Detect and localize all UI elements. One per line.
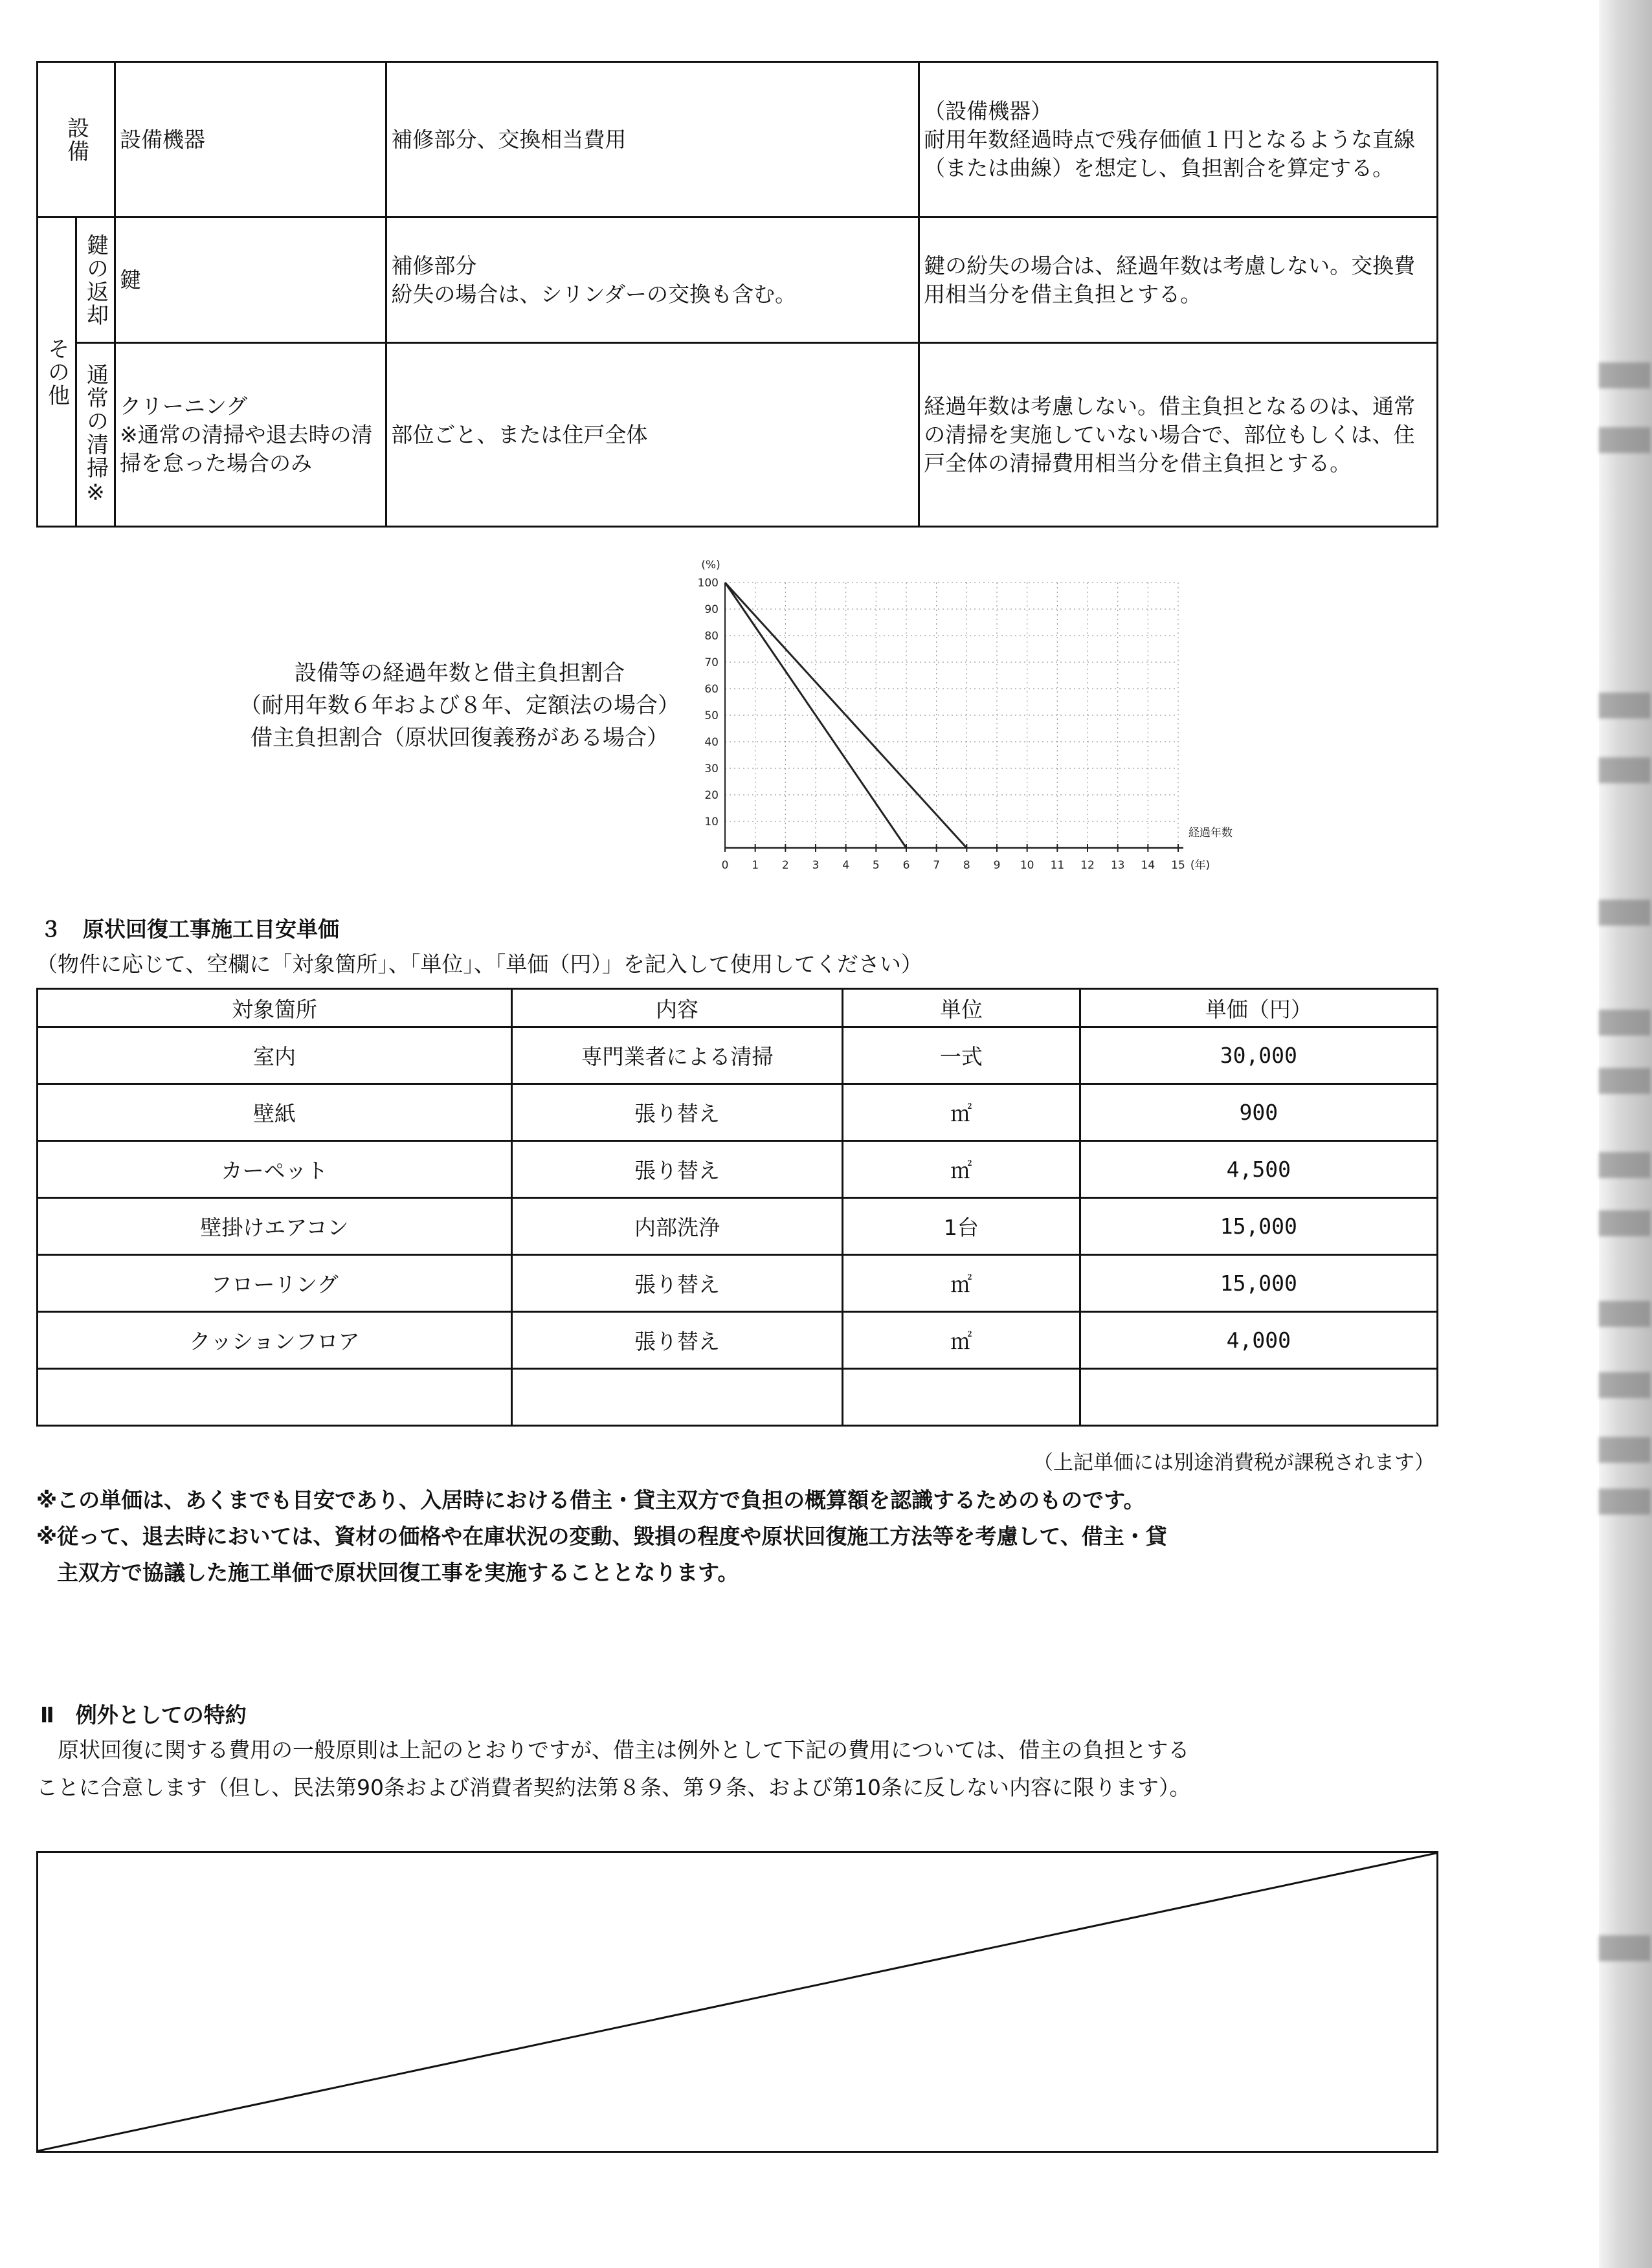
x-tick-label: 8 [963, 859, 970, 872]
table-row [38, 1027, 1438, 1084]
y-tick-label: 100 [697, 577, 719, 590]
price-cell: 30,000 [1080, 1027, 1437, 1084]
table-row [38, 343, 1438, 527]
content-cell: 張り替え [511, 1255, 842, 1312]
target-cell: フローリング [38, 1255, 512, 1312]
x-tick-label: 5 [872, 859, 880, 872]
price-note-1: ※この単価は、あくまでも目安であり、入居時における借主・貸主双方で負担の概算額を認識するためのものです。 [36, 1487, 1145, 1513]
target-cell: 壁紙 [38, 1084, 512, 1141]
category-cell [76, 217, 115, 343]
x-axis-label: 経過年数 [1189, 827, 1233, 839]
equipment-burden-table [36, 61, 1438, 528]
column-header: 単位 [843, 989, 1080, 1027]
x-tick-label: 9 [993, 859, 1001, 872]
target-cell [38, 1369, 512, 1426]
price-cell: 15,000 [1080, 1255, 1437, 1312]
caption-line: 設備等の経過年数と借主負担割合 [295, 660, 625, 686]
caption-line: （耐用年数６年および８年、定額法の場合） [240, 693, 680, 718]
column-header: 対象箇所 [38, 989, 512, 1027]
y-unit-label: (%) [701, 559, 720, 572]
price-cell: 4,000 [1080, 1312, 1437, 1369]
target-cell: カーペット [38, 1141, 512, 1198]
y-tick-label: 90 [704, 603, 719, 616]
content-cell: 張り替え [511, 1084, 842, 1141]
scan-edge [1599, 0, 1652, 2268]
unit-cell: 1台 [843, 1198, 1080, 1255]
content-cell: 専門業者による清掃 [511, 1027, 842, 1084]
content-cell [511, 1369, 842, 1426]
y-tick-label: 80 [704, 630, 719, 643]
group-cell [38, 217, 76, 527]
caption-line: 借主負担割合（原状回復義務がある場合） [251, 725, 669, 751]
chart-ticks [698, 559, 1233, 872]
bleed-through-mark [1599, 427, 1651, 453]
x-tick-label: 6 [902, 859, 910, 872]
note-cell: （設備機器） 耐用年数経過時点で残存価値１円となるような直線（または曲線）を想定し、負担割合を算定する。 [919, 62, 1438, 217]
x-tick-label: 2 [781, 859, 789, 872]
bleed-through-mark [1599, 757, 1651, 783]
bleed-through-mark [1599, 1301, 1651, 1327]
x-tick-label: 10 [1020, 859, 1034, 872]
bleed-through-mark [1599, 1010, 1651, 1036]
category-cell [76, 343, 115, 527]
table-row [38, 62, 1438, 217]
price-cell: 900 [1080, 1084, 1437, 1141]
note-cell: 鍵の紛失の場合は、経過年数は考慮しない。交換費用相当分を借主負担とする。 [919, 217, 1438, 343]
section3-heading: ３ 原状回復工事施工目安単価 [40, 917, 339, 942]
bleed-through-mark [1599, 1210, 1651, 1236]
scope-cell: 補修部分 紛失の場合は、シリンダーの交換も含む。 [386, 217, 919, 343]
item-cell: 設備機器 [115, 62, 386, 217]
bleed-through-mark [1599, 1489, 1651, 1515]
bleed-through-mark [1599, 1437, 1651, 1463]
x-tick-label: 14 [1141, 859, 1155, 872]
tax-note: （上記単価には別途消費税が課税されます） [1033, 1451, 1434, 1474]
price-note-2-cont: 主双方で協議した施工単価で原状回復工事を実施することとなります。 [57, 1560, 739, 1585]
target-cell: 室内 [38, 1027, 512, 1084]
table-row [38, 1084, 1438, 1141]
y-tick-label: 10 [704, 816, 719, 828]
x-tick-label: 7 [933, 859, 941, 872]
price-cell: 15,000 [1080, 1198, 1437, 1255]
y-tick-label: 40 [704, 736, 719, 749]
x-tick-label: 13 [1110, 859, 1125, 872]
unit-price-table [36, 988, 1438, 1427]
column-header: 内容 [511, 989, 842, 1027]
unit-cell: ㎡ [843, 1255, 1080, 1312]
table-row [38, 1198, 1438, 1255]
x-tick-label: 3 [812, 859, 820, 872]
table-row [38, 1312, 1438, 1369]
bleed-through-mark [1599, 693, 1651, 718]
content-cell: 内部洗浄 [511, 1198, 842, 1255]
price-note-2: ※従って、退去時においては、資材の価格や在庫状況の変動、毀損の程度や原状回復施工方法等を考慮して、借主・貸 [36, 1524, 1167, 1549]
x-tick-label: 4 [842, 859, 850, 872]
category-cell [38, 62, 115, 217]
special-clause-para: 原状回復に関する費用の一般原則は上記のとおりですが、借主は例外として下記の費用については、借主の負担とする [36, 1737, 1190, 1762]
unit-cell: ㎡ [843, 1084, 1080, 1141]
bleed-through-mark [1599, 362, 1651, 388]
x-tick-label: 0 [721, 859, 729, 872]
column-header: 単価（円） [1080, 989, 1437, 1027]
table-row-blank [38, 1369, 1438, 1426]
x-unit-label: (年) [1190, 859, 1211, 872]
group-label: その他 [43, 337, 70, 407]
bleed-through-mark [1599, 1935, 1651, 1961]
unit-cell [843, 1369, 1080, 1426]
price-cell [1080, 1369, 1437, 1426]
table-row [38, 1141, 1438, 1198]
content-cell: 張り替え [511, 1141, 842, 1198]
bleed-through-mark [1599, 1152, 1651, 1178]
chart-caption [201, 657, 719, 754]
chart-grid [725, 583, 1178, 848]
y-tick-label: 60 [704, 683, 719, 696]
item-cell: 鍵 [115, 217, 386, 343]
strike-diagonal [38, 1853, 1436, 2151]
category-label: 通常の清掃※ [82, 362, 109, 507]
x-tick-label: 1 [752, 859, 759, 872]
special-clause-heading: Ⅱ 例外としての特約 [40, 1702, 247, 1728]
note-cell: 経過年数は考慮しない。借主負担となるのは、通常の清掃を実施していない場合で、部位もしくは、住戸全体の清掃費用相当分を借主負担とする。 [919, 343, 1438, 527]
y-tick-label: 50 [704, 709, 719, 722]
x-tick-label: 12 [1080, 859, 1095, 872]
special-clause-para: ことに合意します（但し、民法第90条および消費者契約法第８条、第９条、および第10条に反しない内容に限ります）。 [36, 1775, 1191, 1800]
bleed-through-mark [1599, 1372, 1651, 1398]
x-tick-label: 15 [1171, 859, 1185, 872]
y-tick-label: 30 [704, 762, 719, 775]
table-header-row [38, 989, 1438, 1027]
bleed-through-mark [1599, 900, 1651, 926]
unit-cell: ㎡ [843, 1141, 1080, 1198]
item-cell: クリーニング ※通常の清掃や退去時の清掃を怠った場合のみ [115, 343, 386, 527]
target-cell: クッションフロア [38, 1312, 512, 1369]
table-row [38, 1255, 1438, 1312]
special-clause-box[interactable] [36, 1851, 1438, 2153]
scope-cell: 補修部分、交換相当費用 [386, 62, 919, 217]
unit-cell: 一式 [843, 1027, 1080, 1084]
y-tick-label: 20 [704, 789, 719, 802]
category-label: 鍵の返却 [82, 233, 109, 327]
unit-cell: ㎡ [843, 1312, 1080, 1369]
scope-cell: 部位ごと、または住戸全体 [386, 343, 919, 527]
burden-ratio-chart [673, 537, 1243, 880]
category-label: 設備 [63, 116, 89, 163]
price-cell: 4,500 [1080, 1141, 1437, 1198]
bleed-through-mark [1599, 1068, 1651, 1094]
content-cell: 張り替え [511, 1312, 842, 1369]
x-tick-label: 11 [1050, 859, 1065, 872]
y-tick-label: 70 [704, 656, 719, 669]
target-cell: 壁掛けエアコン [38, 1198, 512, 1255]
section3-instruction: （物件に応じて、空欄に「対象箇所」、「単位」、「単価（円）」を記入して使用してください） [36, 951, 922, 977]
table-row [38, 217, 1438, 343]
